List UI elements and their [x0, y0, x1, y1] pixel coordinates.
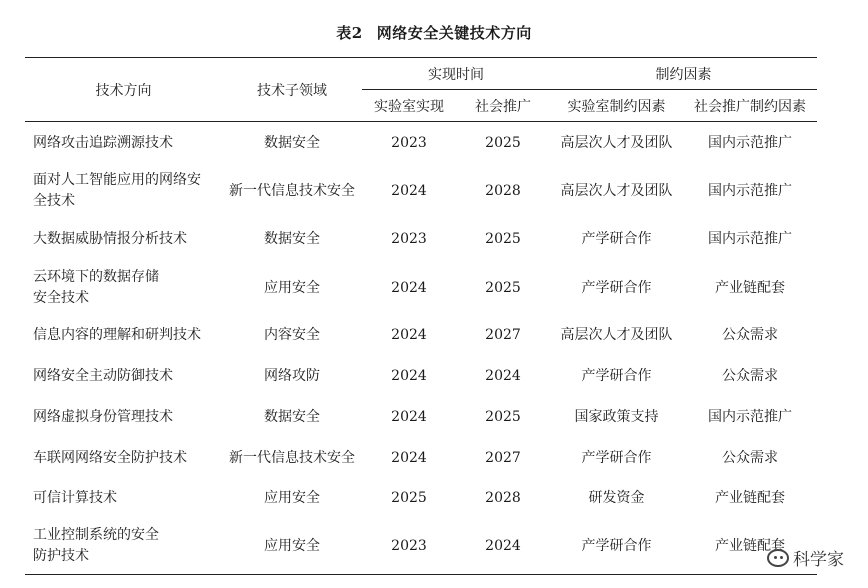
cell-lab-year: 2025 — [391, 490, 427, 506]
cell-lab-factor: 产学研合作 — [581, 279, 652, 296]
cell-social-year: 2028 — [485, 490, 521, 506]
cell-social-factor: 国内示范推广 — [708, 231, 792, 247]
cell-lab-year: 2024 — [391, 182, 427, 199]
cell-direction-text: 云环境下的数据存储安全技术 — [33, 269, 159, 306]
cell-social-factor: 国内示范推广 — [708, 134, 792, 151]
cell-lab-year: 2024 — [391, 408, 427, 425]
cell-social-factor: 国内示范推广 — [708, 182, 792, 199]
cell-direction: 可信计算技术 — [33, 490, 117, 506]
cell-subfield: 应用安全 — [264, 490, 320, 506]
table-row — [25, 519, 817, 575]
table-row — [25, 397, 817, 438]
cell-direction-text: 面对人工智能应用的网络安全技术 — [33, 172, 201, 209]
cell-lab-factor: 高层次人才及团队 — [560, 134, 673, 151]
cell-direction: 网络安全主动防御技术 — [33, 368, 173, 384]
table-row — [25, 262, 817, 315]
table-row — [25, 315, 817, 357]
table-title: 网络安全关键技术方向 — [376, 24, 532, 42]
cell-social-factor: 产业链配套 — [683, 519, 817, 575]
cell-direction — [25, 519, 222, 575]
cell-social-year: 2027 — [485, 327, 521, 343]
cell-social-factor: 公众需求 — [722, 327, 778, 343]
header-time-group: 实现时间 — [362, 58, 550, 90]
cell-social-year: 2024 — [456, 519, 550, 575]
cell-subfield: 网络攻防 — [264, 368, 320, 384]
cell-social-year: 2025 — [485, 408, 521, 425]
cell-social-year: 2025 — [485, 279, 521, 296]
cell-social-factor: 产业链配套 — [715, 279, 785, 296]
cell-direction: 网络攻击追踪溯源技术 — [33, 134, 173, 151]
cell-lab-year: 2024 — [391, 368, 427, 384]
table-row — [25, 165, 817, 218]
cell-direction — [25, 262, 222, 315]
cell-social-year: 2027 — [485, 449, 521, 466]
cell-lab-year: 2023 — [362, 519, 456, 575]
cell-lab-year: 2024 — [391, 327, 427, 343]
table-row — [25, 438, 817, 479]
cell-lab-factor: 产学研合作 — [550, 519, 683, 575]
table-row — [25, 218, 817, 262]
table-number: 表2 — [336, 24, 363, 42]
cell-direction — [25, 165, 222, 218]
cell-subfield: 内容安全 — [264, 327, 320, 343]
cell-direction: 信息内容的理解和研判技术 — [33, 327, 201, 343]
cell-social-year: 2028 — [485, 182, 521, 199]
cell-social-factor: 公众需求 — [722, 368, 778, 384]
header-social-constraint: 社会推广制约因素 — [683, 90, 817, 122]
cell-lab-factor: 高层次人才及团队 — [560, 327, 673, 343]
cell-social-factor: 产业链配套 — [715, 490, 785, 506]
cell-lab-year: 2024 — [391, 449, 427, 466]
table-caption — [0, 22, 868, 43]
cell-subfield: 新一代信息技术安全 — [229, 182, 355, 199]
table-row — [25, 357, 817, 397]
header-lab-constraint: 实验室制约因素 — [550, 90, 683, 122]
wechat-icon — [767, 549, 789, 567]
cell-social-year: 2025 — [485, 231, 521, 247]
header-constraint-group: 制约因素 — [550, 58, 817, 90]
header-lab-time: 实验室实现 — [362, 90, 456, 122]
cell-lab-factor: 国家政策支持 — [574, 408, 659, 425]
header-row-1 — [25, 58, 817, 90]
cell-lab-factor: 产学研合作 — [581, 368, 652, 384]
table-row — [25, 122, 817, 165]
watermark-text: 科学家 — [793, 550, 844, 570]
header-subfield: 技术子领域 — [222, 58, 362, 122]
cell-lab-year: 2023 — [391, 231, 427, 247]
cell-direction-text: 工业控制系统的安全防护技术 — [33, 527, 159, 565]
cell-direction: 车联网网络安全防护技术 — [33, 449, 187, 466]
cell-lab-factor: 产学研合作 — [581, 231, 652, 247]
cell-subfield: 应用安全 — [222, 519, 362, 575]
header-direction: 技术方向 — [25, 58, 222, 122]
cell-lab-year: 2023 — [391, 134, 427, 151]
cell-lab-factor: 产学研合作 — [581, 449, 652, 466]
cell-lab-factor: 高层次人才及团队 — [560, 182, 673, 199]
cell-lab-year: 2024 — [391, 279, 427, 296]
cell-social-year: 2024 — [485, 368, 521, 384]
cell-subfield: 应用安全 — [264, 279, 320, 296]
table-row — [25, 479, 817, 519]
cell-social-factor: 国内示范推广 — [708, 408, 792, 425]
cell-subfield: 数据安全 — [264, 408, 320, 425]
header-social-time: 社会推广 — [456, 90, 550, 122]
tech-direction-table — [25, 57, 817, 575]
cell-direction: 网络虚拟身份管理技术 — [33, 408, 173, 425]
cell-lab-factor: 研发资金 — [588, 490, 645, 506]
cell-direction: 大数据威胁情报分析技术 — [33, 231, 187, 247]
watermark — [767, 545, 844, 570]
cell-social-factor: 公众需求 — [722, 449, 778, 466]
cell-subfield: 数据安全 — [264, 231, 320, 247]
cell-subfield: 数据安全 — [264, 134, 320, 151]
cell-social-year: 2025 — [485, 134, 521, 151]
cell-subfield: 新一代信息技术安全 — [229, 449, 355, 466]
